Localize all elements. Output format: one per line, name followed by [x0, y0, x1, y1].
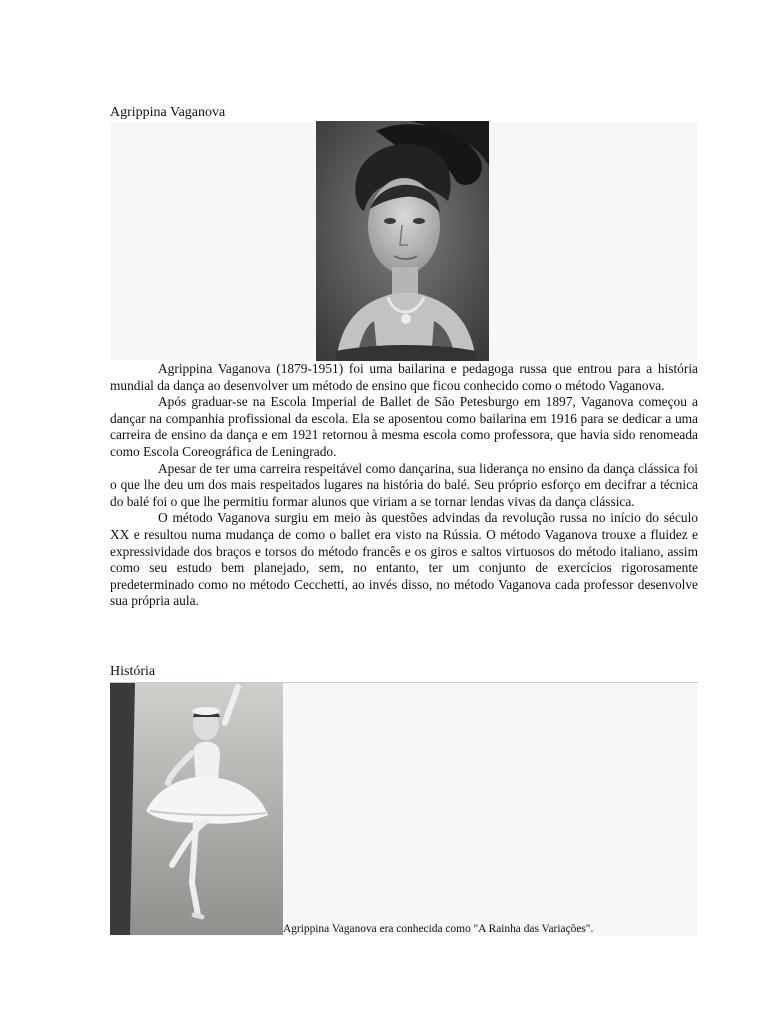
paragraph-1: Agrippina Vaganova (1879-1951) foi uma bailarina e pedagoga russa que entrou para a história mundial da dança ao desenvolver um método de ensino que ficou conhecido como o método Vaganova. — [110, 361, 698, 393]
paragraph-4: O método Vaganova surgiu em meio às questões advindas da revolução russa no início do século XX e resultou numa mudança de como o ballet era visto na Rússia. O método Vaganova trouxe a fluidez e expressividade dos braços e torsos do método francês e os giros e saltos virtuosos do método italiano, assim como seu estudo bem planejado, sem, no entanto, ter um conjunto de exercícios rigorosamente predeterminado como no método Cecchetti, ao invés disso, no método Vaganova cada professor desenvolve sua própria aula. — [110, 510, 698, 609]
portrait-image — [316, 121, 489, 361]
portrait-photo — [316, 121, 489, 361]
paragraph-2: Após graduar-se na Escola Imperial de Ballet de São Petesburgo em 1897, Vaganova começou a dançar na companhia profissional da escola. Ela se aposentou como bailarina em 1916 para se dedicar a uma carreira de ensino da dança e em 1921 retornou à mesma escola como professora, que havia sido renomeada como Escola Coreográfica de Leningrado. — [110, 394, 698, 459]
ballerina-image — [110, 683, 283, 935]
article-body — [110, 361, 698, 610]
ballerina-photo — [110, 683, 283, 935]
photo-caption: Agrippina Vaganova era conhecida como "A Rainha das Variações". — [283, 923, 594, 935]
section-heading-historia: História — [110, 663, 698, 683]
section-heading-agrippina: Agrippina Vaganova — [110, 104, 698, 124]
paragraph-3: Apesar de ter uma carreira respeitável como dançarina, sua liderança no ensino da dança clássica foi o que lhe deu um dos mais respeitados lugares na história do balé. Seu próprio esforço em decifrar a técnica do balé foi o que lhe permitiu formar alunos que viriam a se tornar lendas vivas da dança clássica. — [110, 460, 698, 509]
